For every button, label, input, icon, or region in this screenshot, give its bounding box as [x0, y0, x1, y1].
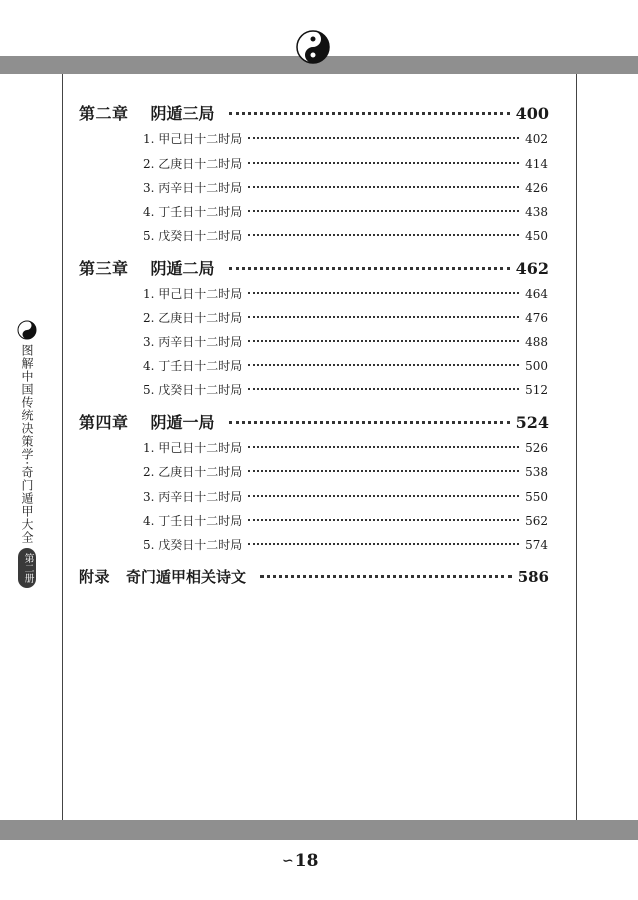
- item-page: 526: [525, 441, 548, 455]
- item-title: 乙庚日十二时局: [158, 465, 243, 479]
- volume-badge: 第二册: [18, 548, 36, 588]
- dot-leader: [248, 162, 519, 164]
- chapter-title: 阴遁一局: [150, 413, 215, 432]
- item-page: 574: [525, 538, 548, 552]
- toc-item[interactable]: [143, 309, 548, 326]
- item-number: 4.: [143, 205, 155, 219]
- item-number: 3.: [143, 181, 155, 195]
- item-page: 402: [525, 132, 548, 146]
- item-number: 5.: [143, 383, 155, 397]
- chapter-page: 462: [515, 259, 549, 278]
- dot-leader: [248, 519, 519, 521]
- item-number: 2.: [143, 311, 155, 325]
- appendix-label: 附录: [79, 568, 111, 586]
- toc-chapter[interactable]: [79, 410, 549, 433]
- item-page: 450: [525, 229, 548, 243]
- dot-leader: [229, 421, 510, 424]
- item-title: 甲己日十二时局: [158, 287, 243, 301]
- toc-chapter[interactable]: [79, 256, 549, 279]
- item-number: 2.: [143, 465, 155, 479]
- item-number: 3.: [143, 335, 155, 349]
- toc-item[interactable]: [143, 285, 548, 302]
- side-title-block: [16, 320, 38, 588]
- swirl-ornament-icon: ∽: [282, 853, 294, 869]
- yin-yang-icon: [296, 30, 330, 64]
- item-number: 4.: [143, 514, 155, 528]
- dot-leader: [248, 234, 519, 236]
- item-title: 戊癸日十二时局: [158, 538, 243, 552]
- item-title: 甲己日十二时局: [158, 132, 243, 146]
- item-title: 丙辛日十二时局: [158, 335, 243, 349]
- page-number: [282, 851, 318, 871]
- dot-leader: [248, 495, 519, 497]
- item-title: 戊癸日十二时局: [158, 229, 243, 243]
- item-number: 1.: [143, 287, 155, 301]
- yin-yang-icon: [17, 320, 37, 340]
- item-title: 戊癸日十二时局: [158, 383, 243, 397]
- item-number: 2.: [143, 157, 155, 171]
- item-page: 426: [525, 181, 548, 195]
- item-title: 丁壬日十二时局: [158, 359, 243, 373]
- dot-leader: [248, 292, 519, 294]
- appendix-page: 586: [517, 568, 549, 586]
- toc-item[interactable]: [143, 333, 548, 350]
- item-title: 乙庚日十二时局: [158, 157, 243, 171]
- toc-item[interactable]: [143, 536, 548, 553]
- item-number: 3.: [143, 490, 155, 504]
- chapter-page: 524: [515, 413, 549, 432]
- toc-item[interactable]: [143, 203, 548, 220]
- dot-leader: [248, 388, 519, 390]
- dot-leader: [248, 470, 519, 472]
- chapter-title: 阴遁二局: [150, 259, 215, 278]
- toc-item[interactable]: [143, 155, 548, 172]
- item-number: 1.: [143, 132, 155, 146]
- item-page: 538: [525, 465, 548, 479]
- item-page: 476: [525, 311, 548, 325]
- dot-leader: [248, 364, 519, 366]
- dot-leader: [248, 137, 519, 139]
- item-title: 丙辛日十二时局: [158, 490, 243, 504]
- item-title: 丁壬日十二时局: [158, 205, 243, 219]
- dot-leader: [248, 543, 519, 545]
- toc-item[interactable]: [143, 227, 548, 244]
- item-page: 550: [525, 490, 548, 504]
- toc-item[interactable]: [143, 512, 548, 529]
- item-page: 438: [525, 205, 548, 219]
- toc-item[interactable]: [143, 381, 548, 398]
- item-page: 512: [525, 383, 548, 397]
- item-title: 丁壬日十二时局: [158, 514, 243, 528]
- item-page: 562: [525, 514, 548, 528]
- dot-leader: [260, 575, 512, 578]
- item-title: 丙辛日十二时局: [158, 181, 243, 195]
- dot-leader: [248, 210, 519, 212]
- page-number-text: 18: [294, 851, 319, 871]
- dot-leader: [248, 316, 519, 318]
- chapter-page: 400: [515, 104, 549, 123]
- item-page: 464: [525, 287, 548, 301]
- item-page: 488: [525, 335, 548, 349]
- item-number: 5.: [143, 229, 155, 243]
- toc-item[interactable]: [143, 357, 548, 374]
- toc-item[interactable]: [143, 463, 548, 480]
- item-number: 1.: [143, 441, 155, 455]
- side-title: 图解中国传统决策学·奇门遁甲大全: [20, 344, 34, 544]
- dot-leader: [248, 186, 519, 188]
- chapter-label: 第二章: [79, 104, 129, 123]
- chapter-label: 第四章: [79, 413, 129, 432]
- item-page: 414: [525, 157, 548, 171]
- dot-leader: [229, 112, 510, 115]
- toc-appendix[interactable]: [79, 566, 549, 587]
- item-number: 5.: [143, 538, 155, 552]
- dot-leader: [229, 267, 510, 270]
- toc-item[interactable]: [143, 130, 548, 147]
- toc-item[interactable]: [143, 488, 548, 505]
- item-number: 4.: [143, 359, 155, 373]
- toc-chapter[interactable]: [79, 101, 549, 124]
- dot-leader: [248, 446, 519, 448]
- appendix-title: 奇门遁甲相关诗文: [126, 568, 247, 586]
- item-title: 甲己日十二时局: [158, 441, 243, 455]
- bottom-band: [0, 820, 638, 840]
- item-page: 500: [525, 359, 548, 373]
- dot-leader: [248, 340, 519, 342]
- item-title: 乙庚日十二时局: [158, 311, 243, 325]
- toc-item[interactable]: [143, 439, 548, 456]
- toc-item[interactable]: [143, 179, 548, 196]
- chapter-title: 阴遁三局: [150, 104, 215, 123]
- chapter-label: 第三章: [79, 259, 129, 278]
